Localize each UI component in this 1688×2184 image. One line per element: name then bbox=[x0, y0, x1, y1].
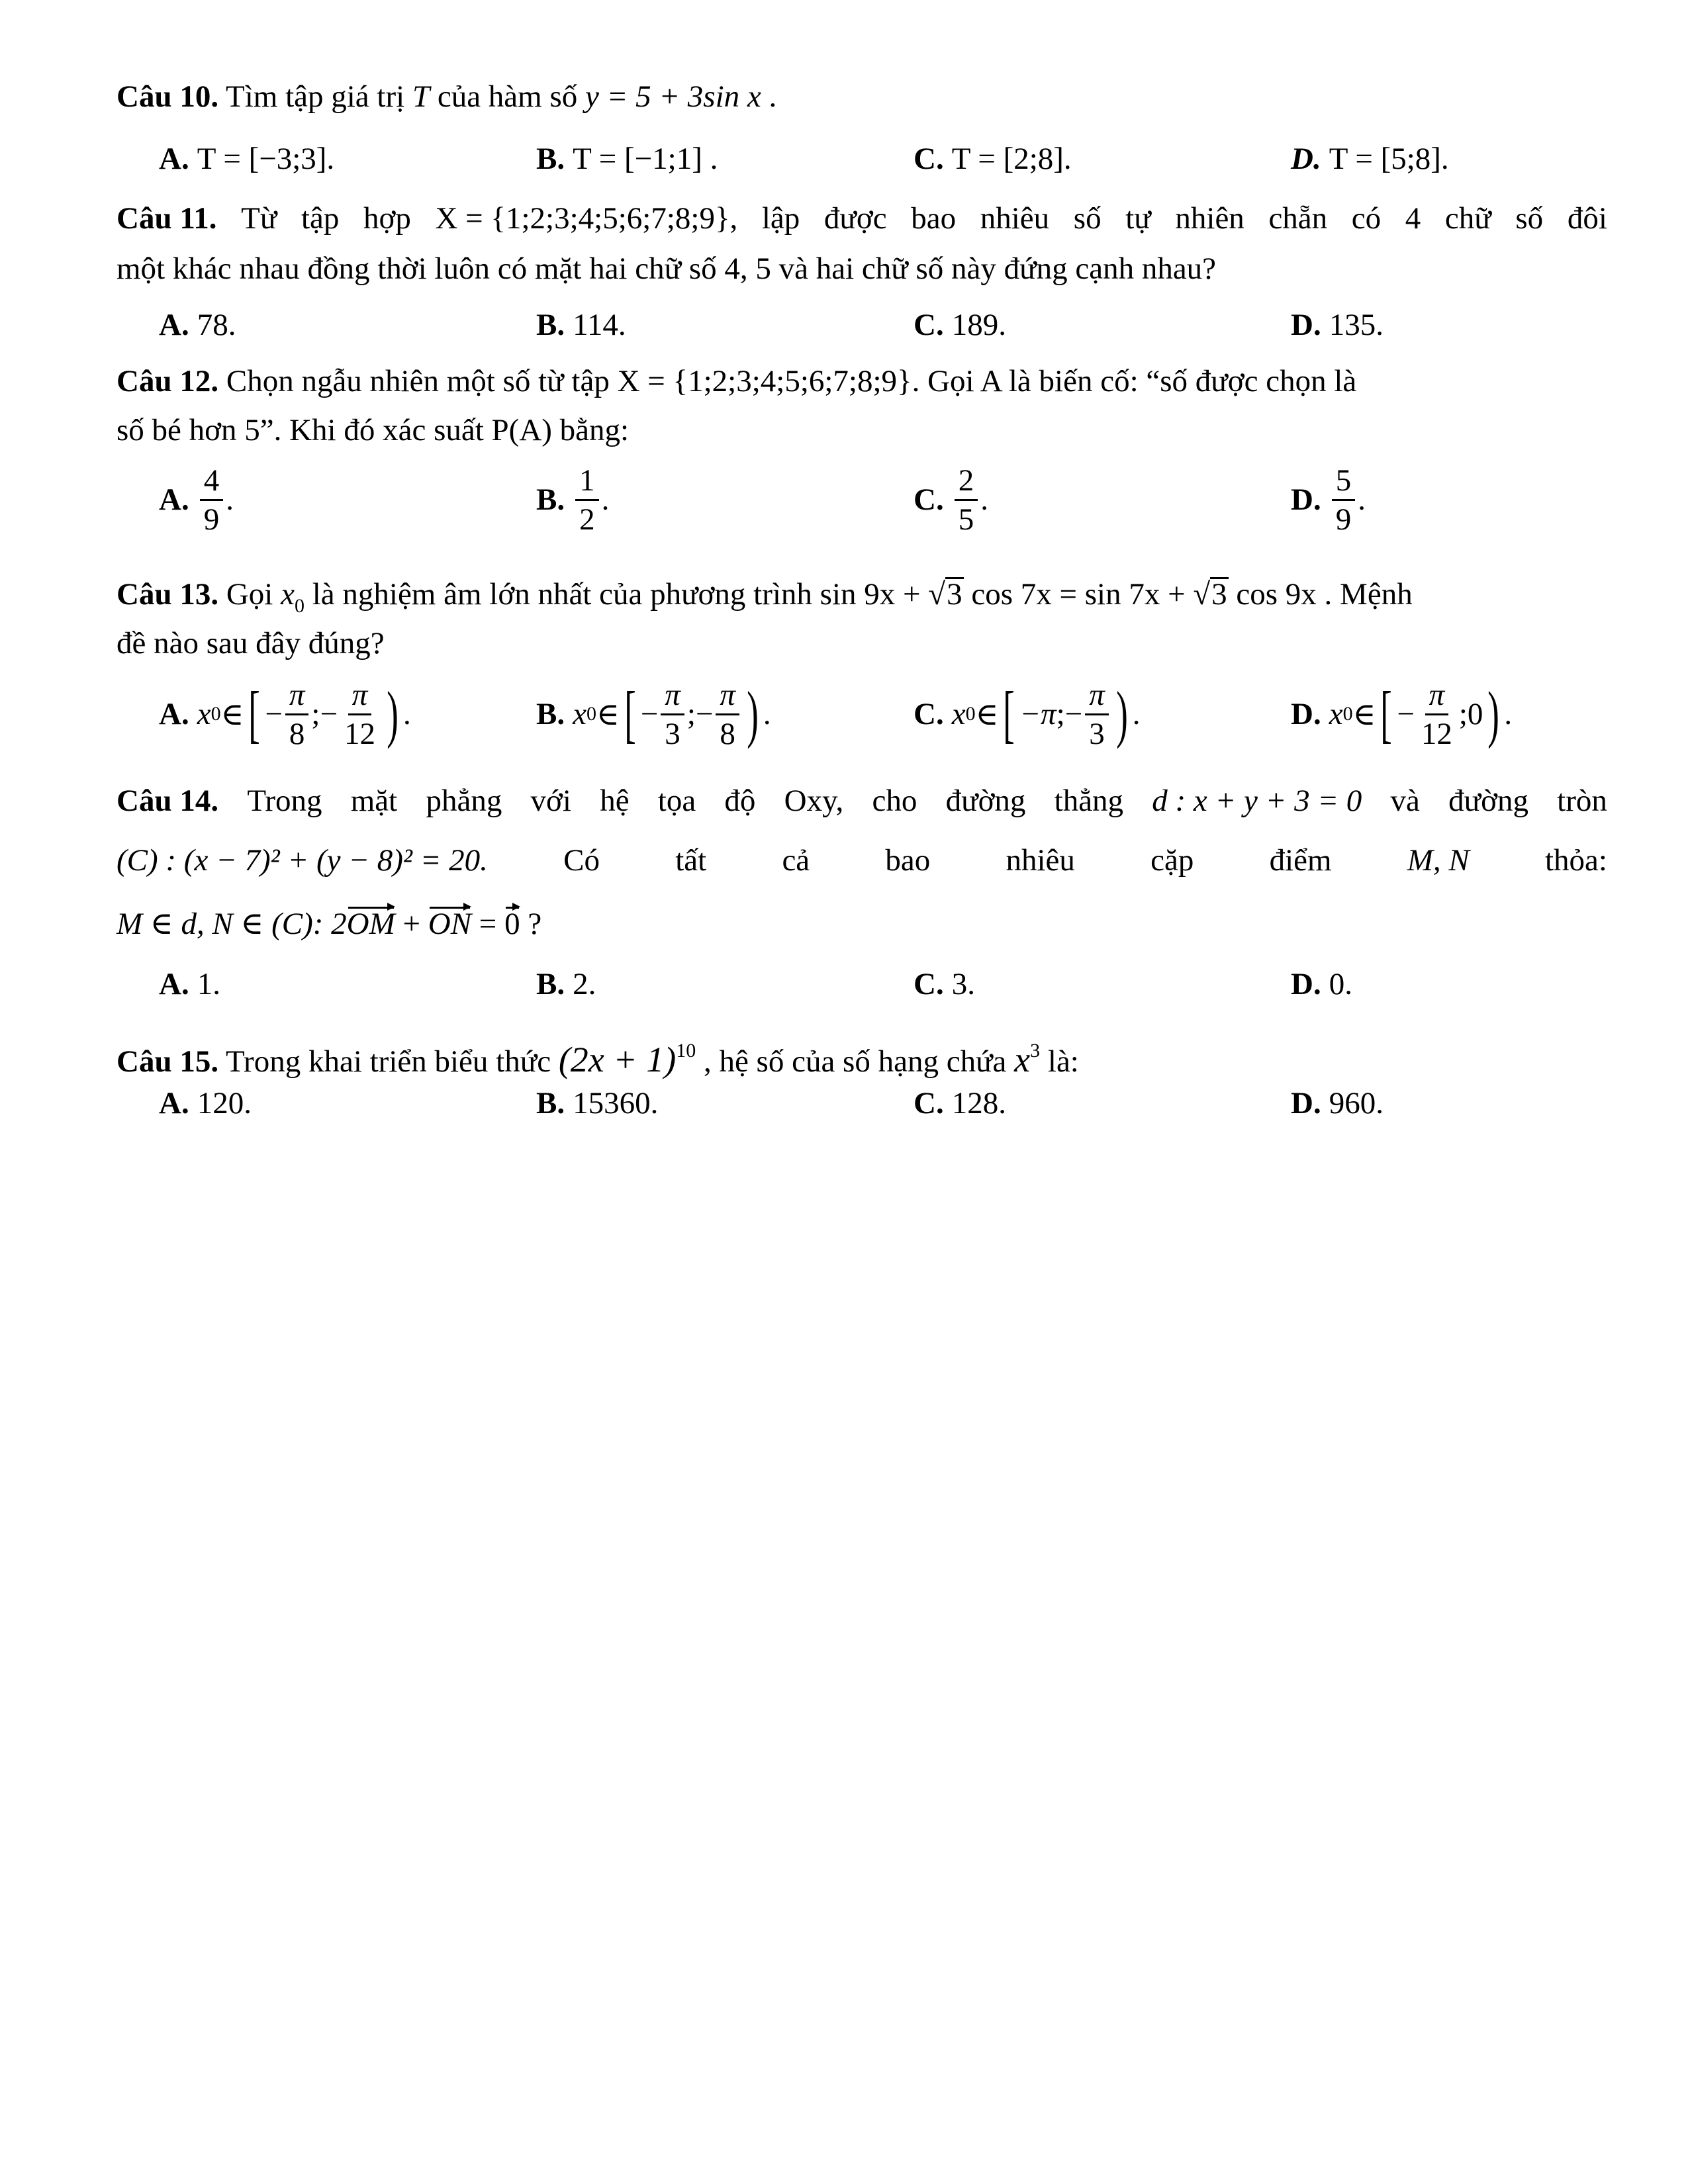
denominator: 12 bbox=[1421, 716, 1452, 751]
option-tail: . bbox=[601, 482, 610, 517]
fraction bbox=[1417, 678, 1456, 751]
option-letter: B. bbox=[536, 1086, 565, 1120]
option-letter: D. bbox=[1291, 1086, 1321, 1120]
numerator: π bbox=[348, 678, 372, 715]
option-tail: . bbox=[1132, 697, 1141, 731]
word: thẳng bbox=[1054, 784, 1124, 818]
var-x: x bbox=[1329, 697, 1343, 731]
numerator: π bbox=[716, 678, 739, 715]
q12-stem-line1 bbox=[117, 361, 1607, 401]
option-letter: C. bbox=[914, 142, 944, 176]
q11-label: Câu 11. bbox=[117, 201, 217, 236]
word: hệ bbox=[600, 784, 630, 818]
q10-option-d[interactable] bbox=[1291, 122, 1449, 195]
q12-label: Câu 12. bbox=[117, 364, 219, 398]
in-symbol: ∈ bbox=[975, 697, 999, 732]
option-letter: C. bbox=[914, 308, 944, 342]
word: nhiên bbox=[1175, 201, 1244, 236]
subscript: 0 bbox=[965, 703, 976, 725]
denominator: 8 bbox=[289, 716, 305, 751]
option-value: 135. bbox=[1329, 308, 1383, 342]
word: số bbox=[1515, 201, 1544, 236]
vector-om: OM bbox=[347, 904, 395, 944]
option-value: 960. bbox=[1329, 1086, 1383, 1120]
line-equation: d : x + y + 3 = 0 bbox=[1152, 784, 1362, 818]
denominator: 3 bbox=[665, 716, 680, 751]
option-letter: A. bbox=[159, 967, 189, 1001]
q13-text-b: là nghiệm âm lớn nhất của phương trình sin 9x + bbox=[304, 577, 929, 612]
word: mặt bbox=[350, 784, 398, 818]
word: đôi bbox=[1567, 201, 1607, 236]
question-mark: ? bbox=[520, 907, 542, 941]
q15-option-d[interactable] bbox=[1291, 1067, 1383, 1140]
option-tail: . bbox=[980, 482, 988, 517]
option-letter: A. bbox=[159, 697, 189, 731]
word: với bbox=[530, 784, 571, 818]
var-x: x bbox=[573, 697, 586, 731]
option-letter: C. bbox=[914, 482, 944, 517]
q15-x-power: 3 bbox=[1030, 1040, 1041, 1062]
q12-options bbox=[159, 463, 1615, 536]
var-x: x bbox=[197, 697, 211, 731]
var-x: x bbox=[951, 697, 966, 731]
denominator: 12 bbox=[344, 716, 375, 751]
option-value: T = [2;8]. bbox=[951, 142, 1072, 176]
q11-option-c[interactable] bbox=[914, 289, 1006, 361]
q13-option-c[interactable] bbox=[914, 678, 1140, 751]
in-symbol: ∈ bbox=[1352, 697, 1376, 732]
q13-text-d: cos 9x . Mệnh bbox=[1228, 577, 1413, 612]
option-letter: A. bbox=[159, 482, 189, 517]
fraction bbox=[955, 463, 978, 537]
right-bracket: ) bbox=[747, 678, 759, 749]
q14-option-a[interactable] bbox=[159, 948, 220, 1021]
q13-sub: 0 bbox=[294, 595, 305, 617]
option-letter: A. bbox=[159, 308, 189, 342]
word: chẵn bbox=[1268, 201, 1328, 236]
option-value: 114. bbox=[573, 308, 626, 342]
option-letter: D. bbox=[1291, 482, 1321, 517]
q14-condition: M ∈ d, N ∈ (C): 2 bbox=[117, 907, 347, 941]
fraction bbox=[1085, 678, 1109, 751]
word: nhiêu bbox=[980, 201, 1050, 236]
fraction bbox=[340, 678, 379, 751]
option-value: 128. bbox=[951, 1086, 1006, 1120]
option-letter: B. bbox=[536, 308, 565, 342]
option-letter: C. bbox=[914, 1086, 944, 1120]
left-bracket: [ bbox=[1380, 678, 1393, 749]
q12-option-c[interactable] bbox=[914, 463, 988, 536]
word: hợp bbox=[363, 201, 411, 236]
word: Oxy, bbox=[784, 784, 844, 818]
option-value: 2. bbox=[573, 967, 596, 1001]
subscript: 0 bbox=[211, 703, 221, 725]
option-value: 3. bbox=[951, 967, 975, 1001]
fraction bbox=[716, 678, 739, 751]
word: tập bbox=[301, 201, 340, 236]
q13-option-a[interactable] bbox=[159, 678, 411, 751]
q10-stem bbox=[117, 77, 1607, 116]
q15-text-a: Trong khai triển biểu thức bbox=[218, 1044, 559, 1079]
sqrt-radicand: 3 bbox=[947, 577, 962, 612]
word: được bbox=[823, 201, 887, 236]
q11-stem-line2: một khác nhau đồng thời luôn có mặt hai chữ số 4, 5 và hai chữ số này đứng cạnh nhau? bbox=[117, 251, 1217, 286]
q12-option-b[interactable] bbox=[536, 463, 609, 536]
q13-options bbox=[159, 678, 1615, 751]
separator: ;0 bbox=[1458, 697, 1483, 731]
separator: ;− bbox=[311, 697, 338, 731]
option-value: 1. bbox=[197, 967, 220, 1001]
q10-option-b[interactable] bbox=[536, 122, 718, 195]
option-letter: B. bbox=[536, 482, 565, 517]
word: tự bbox=[1125, 201, 1151, 236]
option-tail: . bbox=[1504, 697, 1513, 731]
option-value: 15360. bbox=[573, 1086, 659, 1120]
denominator: 5 bbox=[958, 502, 974, 537]
denominator: 3 bbox=[1089, 716, 1105, 751]
word: 4 bbox=[1405, 201, 1421, 236]
option-tail: . bbox=[226, 482, 234, 517]
q14-stem-line2 bbox=[117, 841, 1607, 880]
q11-option-d[interactable] bbox=[1291, 289, 1383, 361]
q12-option-d[interactable] bbox=[1291, 463, 1366, 536]
q13-option-d[interactable] bbox=[1291, 678, 1512, 751]
right-bracket: ) bbox=[387, 678, 399, 749]
word: lập bbox=[761, 201, 800, 236]
q14-stem-line3 bbox=[117, 904, 1607, 944]
option-tail: . bbox=[763, 697, 771, 731]
q14-options bbox=[159, 948, 1615, 1021]
fraction bbox=[575, 463, 599, 537]
q10-option-a[interactable] bbox=[159, 122, 334, 195]
circle-equation: (C) : (x − 7)² + (y − 8)² = 20. bbox=[117, 843, 488, 878]
q10-text-a: Tìm tập giá trị bbox=[218, 79, 412, 114]
fraction bbox=[1332, 463, 1356, 537]
numerator: π bbox=[1085, 678, 1109, 715]
option-value: 0. bbox=[1329, 967, 1352, 1001]
option-letter: B. bbox=[536, 967, 565, 1001]
option-letter: C. bbox=[914, 967, 944, 1001]
option-letter: B. bbox=[536, 697, 565, 731]
right-bracket: ) bbox=[1487, 678, 1500, 749]
set-x: X = {1;2;3;4;5;6;7;8;9}, bbox=[435, 201, 738, 236]
q10-label: Câu 10. bbox=[117, 79, 219, 114]
minus: − bbox=[640, 697, 659, 731]
q13-text-c: cos 7x = sin 7x + bbox=[963, 577, 1194, 612]
separator: ;− bbox=[686, 697, 714, 731]
q14-option-c[interactable] bbox=[914, 948, 975, 1021]
q15-options bbox=[159, 1067, 1615, 1140]
q12-text: Chọn ngẫu nhiên một số từ tập X = {1;2;3;4;5;6;7;8;9}. Gọi A là biến cố: “số được chọn là bbox=[218, 364, 1357, 398]
option-value: 78. bbox=[197, 308, 236, 342]
sqrt-sign: √ bbox=[928, 577, 946, 612]
q10-options bbox=[159, 122, 1615, 195]
separator: ;− bbox=[1056, 697, 1083, 731]
word: bao bbox=[911, 201, 957, 236]
option-value: 189. bbox=[951, 308, 1006, 342]
q11-option-a[interactable] bbox=[159, 289, 236, 361]
in-symbol: ∈ bbox=[596, 697, 620, 732]
subscript: 0 bbox=[1342, 703, 1353, 725]
word: cho bbox=[872, 784, 917, 818]
q10-function: y = 5 + 3sin x bbox=[585, 79, 761, 114]
denominator: 9 bbox=[1335, 502, 1352, 537]
option-letter: D. bbox=[1291, 308, 1321, 342]
numerator: 2 bbox=[955, 463, 978, 501]
q11-stem-line1 bbox=[117, 199, 1607, 238]
q15-text-c: là: bbox=[1040, 1044, 1079, 1079]
word: chữ bbox=[1444, 201, 1491, 236]
q14-stem-line1 bbox=[117, 781, 1607, 821]
sqrt-radicand: 3 bbox=[1211, 577, 1227, 612]
option-letter: B. bbox=[536, 142, 565, 176]
minus: − bbox=[265, 697, 283, 731]
q13-x: x bbox=[281, 577, 295, 612]
word: số bbox=[1073, 201, 1102, 236]
option-tail: . bbox=[402, 697, 411, 731]
q10-var: T bbox=[412, 79, 430, 114]
word: nhiêu bbox=[1006, 843, 1075, 878]
sqrt-sign: √ bbox=[1193, 577, 1211, 612]
option-value: T = [−3;3]. bbox=[197, 142, 335, 176]
word: tròn bbox=[1557, 784, 1607, 818]
numerator: π bbox=[285, 678, 309, 715]
minus: − bbox=[1397, 697, 1415, 731]
left-bracket: [ bbox=[248, 678, 261, 749]
q13-stem-line2: đề nào sau đây đúng? bbox=[117, 626, 385, 660]
q10-option-c[interactable] bbox=[914, 122, 1072, 195]
word: Trong bbox=[247, 784, 322, 818]
q13-option-b[interactable] bbox=[536, 678, 771, 751]
vector-on: ON bbox=[428, 904, 471, 944]
denominator: 2 bbox=[579, 502, 595, 537]
word: phẳng bbox=[426, 784, 502, 818]
option-letter: D. bbox=[1291, 697, 1321, 731]
word: đường bbox=[945, 784, 1026, 818]
q11-options bbox=[159, 289, 1615, 361]
option-tail: . bbox=[1358, 482, 1366, 517]
left-bracket: [ bbox=[624, 678, 636, 749]
word: thỏa: bbox=[1545, 843, 1607, 878]
option-letter: C. bbox=[914, 697, 944, 731]
minus-pi: −π bbox=[1019, 697, 1056, 731]
points-mn: M, N bbox=[1407, 843, 1470, 878]
q14-label: Câu 14. bbox=[117, 784, 219, 818]
q12-stem-line2: số bé hơn 5”. Khi đó xác suất P(A) bằng: bbox=[117, 413, 630, 447]
word: cặp bbox=[1150, 843, 1194, 878]
word: tọa bbox=[657, 784, 696, 818]
q15-option-a[interactable] bbox=[159, 1067, 252, 1140]
option-letter: A. bbox=[159, 1086, 189, 1120]
word: Từ bbox=[241, 201, 277, 236]
q13-text-a: Gọi bbox=[218, 577, 281, 612]
q15-x: x bbox=[1014, 1040, 1031, 1079]
word: cả bbox=[782, 843, 810, 878]
numerator: 1 bbox=[575, 463, 599, 501]
q14-option-b[interactable] bbox=[536, 948, 596, 1021]
fraction bbox=[661, 678, 684, 751]
q10-text-b: của hàm số bbox=[430, 79, 586, 114]
word: bao bbox=[885, 843, 931, 878]
word: tất bbox=[675, 843, 707, 878]
denominator: 9 bbox=[203, 502, 220, 537]
option-letter: D. bbox=[1291, 142, 1321, 176]
numerator: π bbox=[661, 678, 684, 715]
word: Có bbox=[563, 843, 600, 878]
option-value: T = [5;8]. bbox=[1329, 142, 1449, 176]
fraction bbox=[285, 678, 309, 751]
word: đường bbox=[1448, 784, 1528, 818]
option-value: T = [−1;1] . bbox=[573, 142, 718, 176]
fraction bbox=[200, 463, 224, 537]
option-value: 120. bbox=[197, 1086, 252, 1120]
right-bracket: ) bbox=[1115, 678, 1128, 749]
word: có bbox=[1351, 201, 1382, 236]
q10-end: . bbox=[761, 79, 777, 114]
q13-stem-line1 bbox=[117, 574, 1607, 626]
q15-text-b: , hệ số của số hạng chứa bbox=[696, 1044, 1015, 1079]
q15-power: 10 bbox=[676, 1040, 696, 1062]
in-symbol: ∈ bbox=[220, 697, 244, 732]
word: và bbox=[1390, 784, 1420, 818]
word: độ bbox=[724, 784, 756, 818]
word: điểm bbox=[1269, 843, 1332, 878]
q15-option-b[interactable] bbox=[536, 1067, 658, 1140]
zero-vector: 0 bbox=[504, 904, 520, 944]
option-letter: A. bbox=[159, 142, 189, 176]
equals: = bbox=[471, 907, 505, 941]
denominator: 8 bbox=[720, 716, 735, 751]
left-bracket: [ bbox=[1003, 678, 1015, 749]
subscript: 0 bbox=[586, 703, 596, 725]
plus: + bbox=[395, 907, 428, 941]
q13-label: Câu 13. bbox=[117, 577, 219, 612]
numerator: 5 bbox=[1332, 463, 1356, 501]
q11-option-b[interactable] bbox=[536, 289, 626, 361]
numerator: 4 bbox=[200, 463, 224, 501]
option-letter: D. bbox=[1291, 967, 1321, 1001]
q14-option-d[interactable] bbox=[1291, 948, 1352, 1021]
numerator: π bbox=[1425, 678, 1449, 715]
q15-label: Câu 15. bbox=[117, 1044, 219, 1079]
q12-option-a[interactable] bbox=[159, 463, 234, 536]
q15-expression: (2x + 1) bbox=[558, 1040, 677, 1079]
q15-option-c[interactable] bbox=[914, 1067, 1006, 1140]
